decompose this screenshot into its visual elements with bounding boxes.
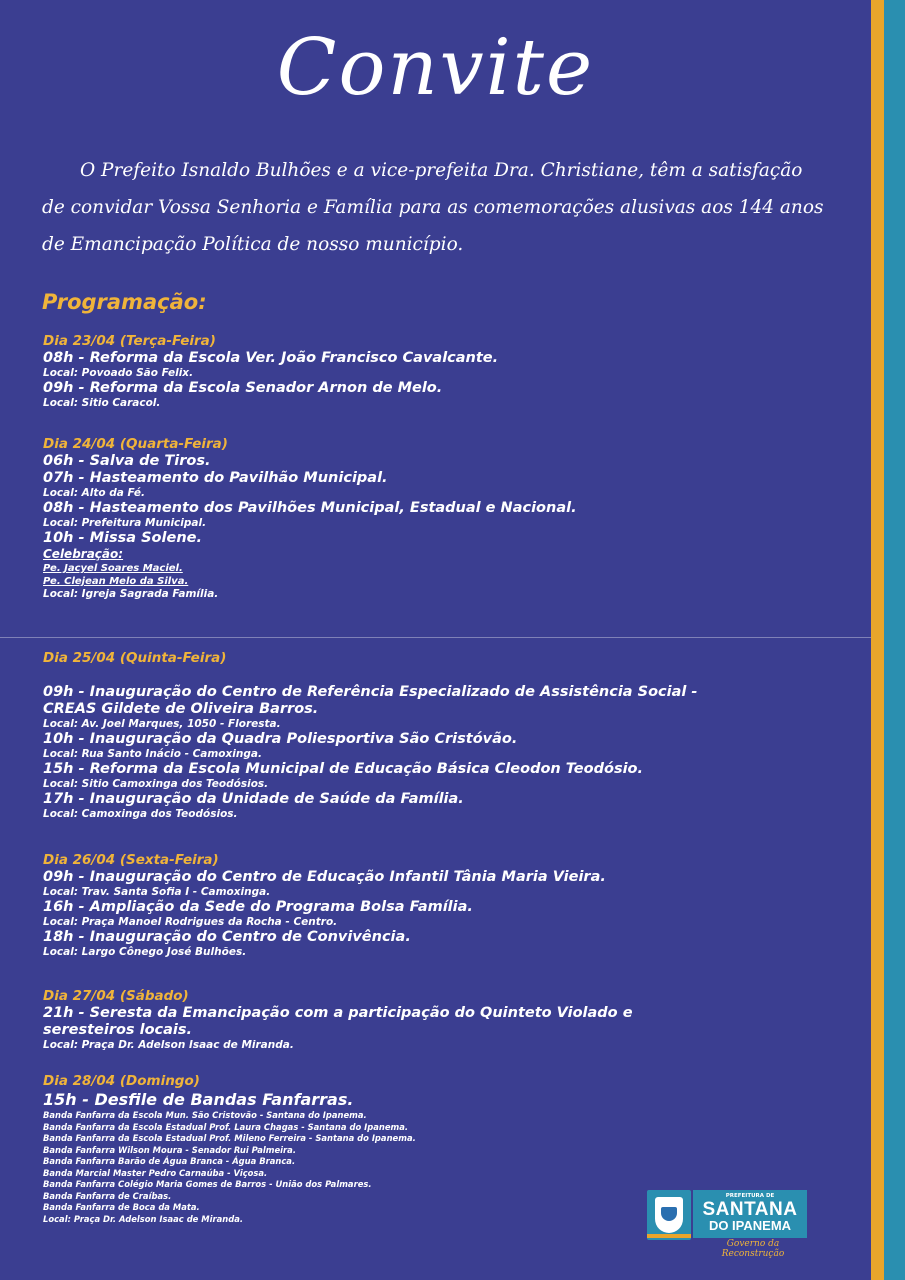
band-item: Banda Fanfarra da Escola Estadual Prof. Mileno Ferreira - Santana do Ipanema. <box>43 1133 416 1143</box>
event-item: 17h - Inauguração da Unidade de Saúde da Família. <box>43 791 464 807</box>
day-heading: Dia 27/04 (Sábado) <box>43 988 189 1004</box>
event-location: Local: Sitio Camoxinga dos Teodósios. <box>43 778 269 790</box>
programacao-heading: Programação: <box>42 290 207 314</box>
event-location: Local: Sitio Caracol. <box>43 397 161 409</box>
event-item-continued: seresteiros locais. <box>43 1022 193 1038</box>
logo-accent-band <box>647 1234 691 1238</box>
fold-line-divider <box>0 637 871 638</box>
schedule-day-26 <box>43 852 863 959</box>
event-item: 10h - Inauguração da Quadra Poliesportiva São Cristóvão. <box>43 731 518 747</box>
logo-sub-text: DO IPANEMA <box>708 1218 792 1233</box>
schedule-day-25 <box>43 650 863 821</box>
celebrant: Pe. Clejean Melo da Silva. <box>43 576 189 587</box>
event-location: Local: Praça Manoel Rodrigues da Rocha - Centro. <box>43 916 338 928</box>
decorative-teal-stripe <box>884 0 905 1280</box>
event-item: 09h - Inauguração do Centro de Referência Especializado de Assistência Social - <box>43 684 698 700</box>
event-item: 21h - Seresta da Emancipação com a participação do Quinteto Violado e <box>43 1005 633 1021</box>
intro-line: de Emancipação Política de nosso município. <box>42 234 464 255</box>
event-location: Local: Praça Dr. Adelson Isaac de Miranda. <box>43 1039 294 1051</box>
event-item: 18h - Inauguração do Centro de Convivência. <box>43 929 411 945</box>
event-location: Local: Igreja Sagrada Família. <box>43 588 219 600</box>
decorative-orange-stripe <box>871 0 884 1280</box>
event-location: Local: Praça Dr. Adelson Isaac de Miranda. <box>43 1213 244 1224</box>
schedule-day-27 <box>43 988 863 1052</box>
logo-text-box <box>693 1190 807 1238</box>
invitation-title: Convite <box>276 23 595 113</box>
event-location: Local: Rua Santo Inácio - Camoxinga. <box>43 748 262 760</box>
event-location: Local: Alto da Fé. <box>43 487 146 499</box>
event-item: 09h - Reforma da Escola Senador Arnon de Melo. <box>43 380 443 396</box>
intro-line: O Prefeito Isnaldo Bulhões e a vice-prefeita Dra. Christiane, têm a satisfação <box>80 160 803 181</box>
event-location: Local: Camoxinga dos Teodósios. <box>43 808 238 820</box>
coat-of-arms-icon <box>647 1190 691 1240</box>
band-item: Banda Fanfarra Colégio Maria Gomes de Barros - União dos Palmares. <box>43 1179 372 1189</box>
day-heading: Dia 23/04 (Terça-Feira) <box>43 333 216 349</box>
event-item: 10h - Missa Solene. <box>43 530 202 546</box>
logo-tagline: Governo da Reconstrução <box>721 1239 785 1259</box>
event-item-continued: CREAS Gildete de Oliveira Barros. <box>43 701 319 717</box>
band-item: Banda Fanfarra de Boca da Mata. <box>43 1202 200 1212</box>
event-item: 15h - Reforma da Escola Municipal de Educação Básica Cleodon Teodósio. <box>43 761 644 777</box>
event-item: 06h - Salva de Tiros. <box>43 453 211 469</box>
band-item: Banda Fanfarra da Escola Estadual Prof. Laura Chagas - Santana do Ipanema. <box>43 1121 409 1132</box>
celebration-label: Celebração: <box>43 547 124 561</box>
day-heading: Dia 28/04 (Domingo) <box>43 1073 200 1089</box>
event-location: Local: Av. Joel Marques, 1050 - Floresta. <box>43 718 281 730</box>
celebrant: Pe. Jacyel Soares Maciel. <box>43 563 183 574</box>
band-item: Banda Fanfarra Barão de Água Branca - Água Branca. <box>43 1156 296 1166</box>
logo-main-text: SANTANA <box>702 1199 798 1220</box>
event-location: Local: Prefeitura Municipal. <box>43 517 207 529</box>
event-item: 08h - Reforma da Escola Ver. João Francisco Cavalcante. <box>43 350 499 366</box>
day-heading: Dia 26/04 (Sexta-Feira) <box>43 852 219 868</box>
band-item: Banda Marcial Master Pedro Carnaúba - Viçosa. <box>43 1167 268 1178</box>
band-item: Banda Fanfarra da Escola Mun. São Cristovão - Santana do Ipanema. <box>43 1110 367 1120</box>
event-item: 08h - Hasteamento dos Pavilhões Municipal, Estadual e Nacional. <box>43 500 577 516</box>
event-location: Local: Povoado São Felix. <box>43 367 194 379</box>
band-item: Banda Fanfarra Wilson Moura - Senador Rui Palmeira. <box>43 1144 297 1155</box>
event-item: 07h - Hasteamento do Pavilhão Municipal. <box>43 470 388 486</box>
day-heading: Dia 24/04 (Quarta-Feira) <box>43 436 228 452</box>
event-item: 16h - Ampliação da Sede do Programa Bolsa Família. <box>43 899 473 915</box>
day-heading: Dia 25/04 (Quinta-Feira) <box>43 650 227 666</box>
logo-small-text: PREFEITURA DE <box>725 1193 775 1199</box>
event-item: 15h - Desfile de Bandas Fanfarras. <box>43 1090 354 1109</box>
event-item: 09h - Inauguração do Centro de Educação Infantil Tânia Maria Vieira. <box>43 869 606 885</box>
band-item: Banda Fanfarra de Craíbas. <box>43 1190 172 1201</box>
schedule-day-23 <box>43 333 863 410</box>
invitation-text <box>42 152 822 263</box>
schedule-day-24 <box>43 436 863 601</box>
prefeitura-logo <box>647 1187 809 1259</box>
event-location: Local: Largo Cônego José Bulhões. <box>43 946 247 958</box>
event-location: Local: Trav. Santa Sofia I - Camoxinga. <box>43 886 271 898</box>
intro-line: de convidar Vossa Senhoria e Família para as comemorações alusivas aos 144 anos <box>42 197 824 218</box>
